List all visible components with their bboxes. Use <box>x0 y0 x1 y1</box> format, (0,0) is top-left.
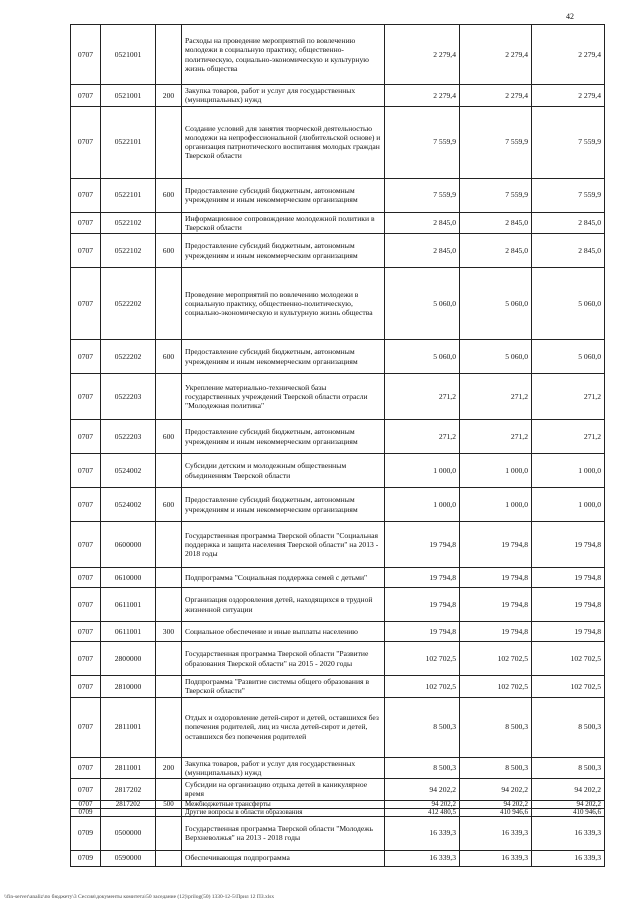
table-row <box>71 106 605 178</box>
table-cell-amount-3: 102 702,5 <box>532 676 605 698</box>
table-cell-expense-type: 600 <box>156 178 182 212</box>
table-cell-target-article: 0522203 <box>101 420 156 454</box>
table-row <box>71 816 605 850</box>
table-cell-name: Предоставление субсидий бюджетным, автономным учреждениям и иным некоммерческим организациям <box>182 488 385 522</box>
table-cell-amount-1: 19 794,8 <box>385 588 460 622</box>
table-cell-section: 0707 <box>71 212 101 234</box>
table-cell-expense-type: 600 <box>156 234 182 268</box>
table-cell-name: Создание условий для занятия творческой деятельностью молодежи на непрофессиональной (любительской основе) и организация патриотического воспитания молодых граждан Тверской области <box>182 106 385 178</box>
table-cell-target-article: 0521001 <box>101 25 156 85</box>
table-row <box>71 779 605 801</box>
table-cell-amount-1: 102 702,5 <box>385 676 460 698</box>
table-cell-amount-3: 2 845,0 <box>532 234 605 268</box>
table-cell-section: 0707 <box>71 522 101 568</box>
table-cell-expense-type: 200 <box>156 85 182 107</box>
table-cell-section: 0707 <box>71 697 101 757</box>
table-cell-name: Субсидии детским и молодежным общественным объединениям Тверской области <box>182 454 385 488</box>
table-cell-name: Межбюджетные трансферты <box>182 800 385 808</box>
table-cell-section: 0707 <box>71 340 101 374</box>
table-row <box>71 340 605 374</box>
table-cell-target-article: 0522202 <box>101 268 156 340</box>
table-cell-amount-2: 102 702,5 <box>460 676 532 698</box>
table-cell-amount-3: 8 500,3 <box>532 697 605 757</box>
table-cell-amount-2: 19 794,8 <box>460 622 532 642</box>
table-cell-section: 0707 <box>71 178 101 212</box>
table-cell-expense-type <box>156 850 182 866</box>
table-cell-section: 0707 <box>71 374 101 420</box>
table-cell-expense-type <box>156 697 182 757</box>
table-cell-amount-2: 271,2 <box>460 374 532 420</box>
table-cell-amount-2: 19 794,8 <box>460 522 532 568</box>
table-cell-target-article <box>101 808 156 816</box>
table-cell-amount-3: 271,2 <box>532 420 605 454</box>
table-cell-amount-1: 271,2 <box>385 374 460 420</box>
table-cell-expense-type: 600 <box>156 420 182 454</box>
table-cell-target-article: 2810000 <box>101 676 156 698</box>
table-row <box>71 178 605 212</box>
table-row <box>71 522 605 568</box>
table-cell-amount-1: 7 559,9 <box>385 178 460 212</box>
table-cell-expense-type <box>156 779 182 801</box>
table-cell-amount-2: 102 702,5 <box>460 642 532 676</box>
table-cell-expense-type <box>156 676 182 698</box>
table-row <box>71 808 605 816</box>
table-cell-amount-1: 16 339,3 <box>385 816 460 850</box>
table-cell-section: 0707 <box>71 25 101 85</box>
table-cell-target-article: 0500000 <box>101 816 156 850</box>
table-cell-amount-3: 19 794,8 <box>532 568 605 588</box>
table-cell-amount-2: 19 794,8 <box>460 588 532 622</box>
table-cell-target-article: 2800000 <box>101 642 156 676</box>
table-cell-target-article: 0524002 <box>101 454 156 488</box>
table-cell-amount-2: 16 339,3 <box>460 850 532 866</box>
table-cell-name: Расходы на проведение мероприятий по вовлечению молодежи в социальную практику, общественно-политическую, социально-экономическую и культурную жизнь общества <box>182 25 385 85</box>
table-cell-amount-2: 8 500,3 <box>460 757 532 779</box>
table-cell-amount-1: 2 845,0 <box>385 212 460 234</box>
table-cell-section: 0707 <box>71 568 101 588</box>
table-row <box>71 454 605 488</box>
table-cell-name: Предоставление субсидий бюджетным, автономным учреждениям и иным некоммерческим организациям <box>182 420 385 454</box>
table-cell-section: 0709 <box>71 808 101 816</box>
table-cell-amount-1: 1 000,0 <box>385 488 460 522</box>
table-row <box>71 588 605 622</box>
table-row <box>71 800 605 808</box>
table-cell-section: 0707 <box>71 85 101 107</box>
table-cell-amount-3: 19 794,8 <box>532 622 605 642</box>
table-cell-amount-2: 8 500,3 <box>460 697 532 757</box>
table-cell-target-article: 0524002 <box>101 488 156 522</box>
table-cell-target-article: 2811001 <box>101 697 156 757</box>
table-cell-target-article: 0522101 <box>101 106 156 178</box>
table-cell-name: Другие вопросы в области образования <box>182 808 385 816</box>
table-cell-amount-3: 19 794,8 <box>532 522 605 568</box>
table-cell-amount-1: 412 480,5 <box>385 808 460 816</box>
table-cell-amount-2: 5 060,0 <box>460 268 532 340</box>
table-cell-amount-1: 8 500,3 <box>385 697 460 757</box>
table-row <box>71 488 605 522</box>
table-cell-amount-2: 410 946,6 <box>460 808 532 816</box>
table-cell-name: Отдых и оздоровление детей-сирот и детей, оставшихся без попечения родителей, лиц из числа детей-сирот и детей, оставшихся без попечения родителей <box>182 697 385 757</box>
table-cell-name: Государственная программа Тверской области "Молодежь Верхневолжья" на 2013 - 2018 годы <box>182 816 385 850</box>
table-cell-amount-1: 19 794,8 <box>385 622 460 642</box>
table-cell-amount-3: 5 060,0 <box>532 340 605 374</box>
table-cell-target-article: 2817202 <box>101 800 156 808</box>
table-cell-expense-type: 600 <box>156 488 182 522</box>
table-cell-section: 0707 <box>71 454 101 488</box>
table-cell-expense-type <box>156 808 182 816</box>
table-cell-section: 0707 <box>71 622 101 642</box>
table-cell-expense-type <box>156 454 182 488</box>
table-cell-expense-type <box>156 568 182 588</box>
table-cell-amount-1: 19 794,8 <box>385 522 460 568</box>
budget-table <box>70 24 605 867</box>
table-cell-amount-3: 94 202,2 <box>532 800 605 808</box>
table-cell-amount-3: 5 060,0 <box>532 268 605 340</box>
table-cell-amount-1: 5 060,0 <box>385 340 460 374</box>
table-cell-amount-1: 2 279,4 <box>385 85 460 107</box>
table-cell-target-article: 0590000 <box>101 850 156 866</box>
table-row <box>71 234 605 268</box>
table-cell-name: Закупка товаров, работ и услуг для государственных (муниципальных) нужд <box>182 757 385 779</box>
table-cell-amount-3: 7 559,9 <box>532 106 605 178</box>
table-cell-amount-3: 2 279,4 <box>532 25 605 85</box>
table-cell-amount-1: 102 702,5 <box>385 642 460 676</box>
budget-table-body <box>71 25 605 867</box>
table-cell-target-article: 0610000 <box>101 568 156 588</box>
table-cell-name: Информационное сопровождение молодежной политики в Тверской области <box>182 212 385 234</box>
table-cell-name: Обеспечивающая подпрограмма <box>182 850 385 866</box>
table-cell-section: 0707 <box>71 106 101 178</box>
table-cell-target-article: 2817202 <box>101 779 156 801</box>
table-cell-name: Укрепление материально-технической базы государственных учреждений Тверской области отрасли "Молодежная политика" <box>182 374 385 420</box>
table-cell-section: 0707 <box>71 488 101 522</box>
table-cell-amount-2: 1 000,0 <box>460 488 532 522</box>
table-cell-amount-2: 271,2 <box>460 420 532 454</box>
table-cell-expense-type: 300 <box>156 622 182 642</box>
table-cell-expense-type <box>156 212 182 234</box>
table-cell-target-article: 0521001 <box>101 85 156 107</box>
table-cell-section: 0709 <box>71 850 101 866</box>
table-cell-name: Государственная программа Тверской области "Развитие образования Тверской области" на 2015 - 2020 годы <box>182 642 385 676</box>
table-cell-name: Предоставление субсидий бюджетным, автономным учреждениям и иным некоммерческим организациям <box>182 234 385 268</box>
table-cell-target-article: 2811001 <box>101 757 156 779</box>
table-cell-target-article: 0522203 <box>101 374 156 420</box>
table-cell-expense-type <box>156 816 182 850</box>
table-cell-name: Предоставление субсидий бюджетным, автономным учреждениям и иным некоммерческим организациям <box>182 178 385 212</box>
table-cell-target-article: 0611001 <box>101 588 156 622</box>
table-cell-amount-1: 2 845,0 <box>385 234 460 268</box>
table-cell-amount-2: 1 000,0 <box>460 454 532 488</box>
table-cell-amount-3: 102 702,5 <box>532 642 605 676</box>
table-cell-amount-1: 271,2 <box>385 420 460 454</box>
table-cell-expense-type <box>156 522 182 568</box>
table-cell-name: Подпрограмма "Социальная поддержка семей с детьми" <box>182 568 385 588</box>
table-cell-amount-2: 2 279,4 <box>460 25 532 85</box>
table-cell-name: Предоставление субсидий бюджетным, автономным учреждениям и иным некоммерческим организациям <box>182 340 385 374</box>
table-cell-amount-1: 8 500,3 <box>385 757 460 779</box>
table-cell-expense-type <box>156 25 182 85</box>
table-cell-amount-3: 7 559,9 <box>532 178 605 212</box>
table-cell-target-article: 0611001 <box>101 622 156 642</box>
table-row <box>71 757 605 779</box>
table-cell-amount-3: 19 794,8 <box>532 588 605 622</box>
table-cell-section: 0707 <box>71 234 101 268</box>
file-path-footer: \\fin-server\analiz\по бюджету\3 Сессия\документы комитета\50 заседание (12)\prilog(50) 1330-12-5\Прил 12 ПЗ.xlsx <box>4 894 275 900</box>
table-row <box>71 25 605 85</box>
table-cell-amount-3: 16 339,3 <box>532 850 605 866</box>
table-cell-amount-3: 410 946,6 <box>532 808 605 816</box>
table-cell-expense-type <box>156 268 182 340</box>
table-cell-amount-3: 94 202,2 <box>532 779 605 801</box>
table-cell-section: 0707 <box>71 779 101 801</box>
table-cell-target-article: 0600000 <box>101 522 156 568</box>
table-row <box>71 850 605 866</box>
table-cell-amount-3: 2 845,0 <box>532 212 605 234</box>
table-row <box>71 568 605 588</box>
table-cell-amount-2: 94 202,2 <box>460 779 532 801</box>
table-row <box>71 268 605 340</box>
table-cell-amount-3: 2 279,4 <box>532 85 605 107</box>
table-cell-expense-type <box>156 642 182 676</box>
table-cell-amount-2: 94 202,2 <box>460 800 532 808</box>
table-cell-amount-2: 2 279,4 <box>460 85 532 107</box>
table-cell-target-article: 0522102 <box>101 234 156 268</box>
table-cell-amount-1: 1 000,0 <box>385 454 460 488</box>
table-cell-amount-1: 7 559,9 <box>385 106 460 178</box>
table-cell-amount-2: 7 559,9 <box>460 106 532 178</box>
table-cell-section: 0707 <box>71 642 101 676</box>
table-cell-section: 0707 <box>71 268 101 340</box>
table-cell-expense-type <box>156 374 182 420</box>
table-cell-amount-2: 19 794,8 <box>460 568 532 588</box>
table-cell-amount-1: 19 794,8 <box>385 568 460 588</box>
table-cell-amount-3: 8 500,3 <box>532 757 605 779</box>
table-row <box>71 374 605 420</box>
table-cell-section: 0707 <box>71 588 101 622</box>
table-cell-target-article: 0522101 <box>101 178 156 212</box>
table-cell-name: Государственная программа Тверской области "Социальная поддержка и защита населения Тверской области" на 2013 - 2018 годы <box>182 522 385 568</box>
table-cell-amount-2: 7 559,9 <box>460 178 532 212</box>
table-row <box>71 622 605 642</box>
table-cell-section: 0707 <box>71 800 101 808</box>
table-cell-amount-1: 5 060,0 <box>385 268 460 340</box>
table-cell-section: 0707 <box>71 676 101 698</box>
table-cell-expense-type <box>156 588 182 622</box>
table-cell-expense-type: 200 <box>156 757 182 779</box>
table-cell-section: 0707 <box>71 420 101 454</box>
table-cell-target-article: 0522102 <box>101 212 156 234</box>
table-cell-amount-3: 1 000,0 <box>532 488 605 522</box>
table-cell-name: Подпрограмма "Развитие системы общего образования в Тверской области" <box>182 676 385 698</box>
table-row <box>71 85 605 107</box>
table-cell-name: Организация оздоровления детей, находящихся в трудной жизненной ситуации <box>182 588 385 622</box>
table-cell-expense-type: 500 <box>156 800 182 808</box>
table-row <box>71 212 605 234</box>
table-cell-target-article: 0522202 <box>101 340 156 374</box>
table-cell-name: Проведение мероприятий по вовлечению молодежи в социальную практику, общественно-политическую, социально-экономическую и культурную жизнь общества <box>182 268 385 340</box>
table-cell-amount-3: 271,2 <box>532 374 605 420</box>
table-row <box>71 642 605 676</box>
table-cell-section: 0707 <box>71 757 101 779</box>
table-cell-amount-2: 2 845,0 <box>460 212 532 234</box>
table-cell-amount-1: 2 279,4 <box>385 25 460 85</box>
table-cell-amount-3: 1 000,0 <box>532 454 605 488</box>
table-row <box>71 697 605 757</box>
table-cell-name: Закупка товаров, работ и услуг для государственных (муниципальных) нужд <box>182 85 385 107</box>
table-cell-section: 0709 <box>71 816 101 850</box>
table-cell-amount-3: 16 339,3 <box>532 816 605 850</box>
table-cell-name: Социальное обеспечение и иные выплаты населению <box>182 622 385 642</box>
table-cell-amount-2: 5 060,0 <box>460 340 532 374</box>
table-row <box>71 676 605 698</box>
table-cell-name: Субсидии на организацию отдыха детей в каникулярное время <box>182 779 385 801</box>
table-cell-expense-type <box>156 106 182 178</box>
table-cell-expense-type: 600 <box>156 340 182 374</box>
table-cell-amount-1: 16 339,3 <box>385 850 460 866</box>
table-cell-amount-2: 2 845,0 <box>460 234 532 268</box>
table-cell-amount-2: 16 339,3 <box>460 816 532 850</box>
table-cell-amount-1: 94 202,2 <box>385 779 460 801</box>
table-cell-amount-1: 94 202,2 <box>385 800 460 808</box>
table-row <box>71 420 605 454</box>
page-number: 42 <box>566 12 574 21</box>
